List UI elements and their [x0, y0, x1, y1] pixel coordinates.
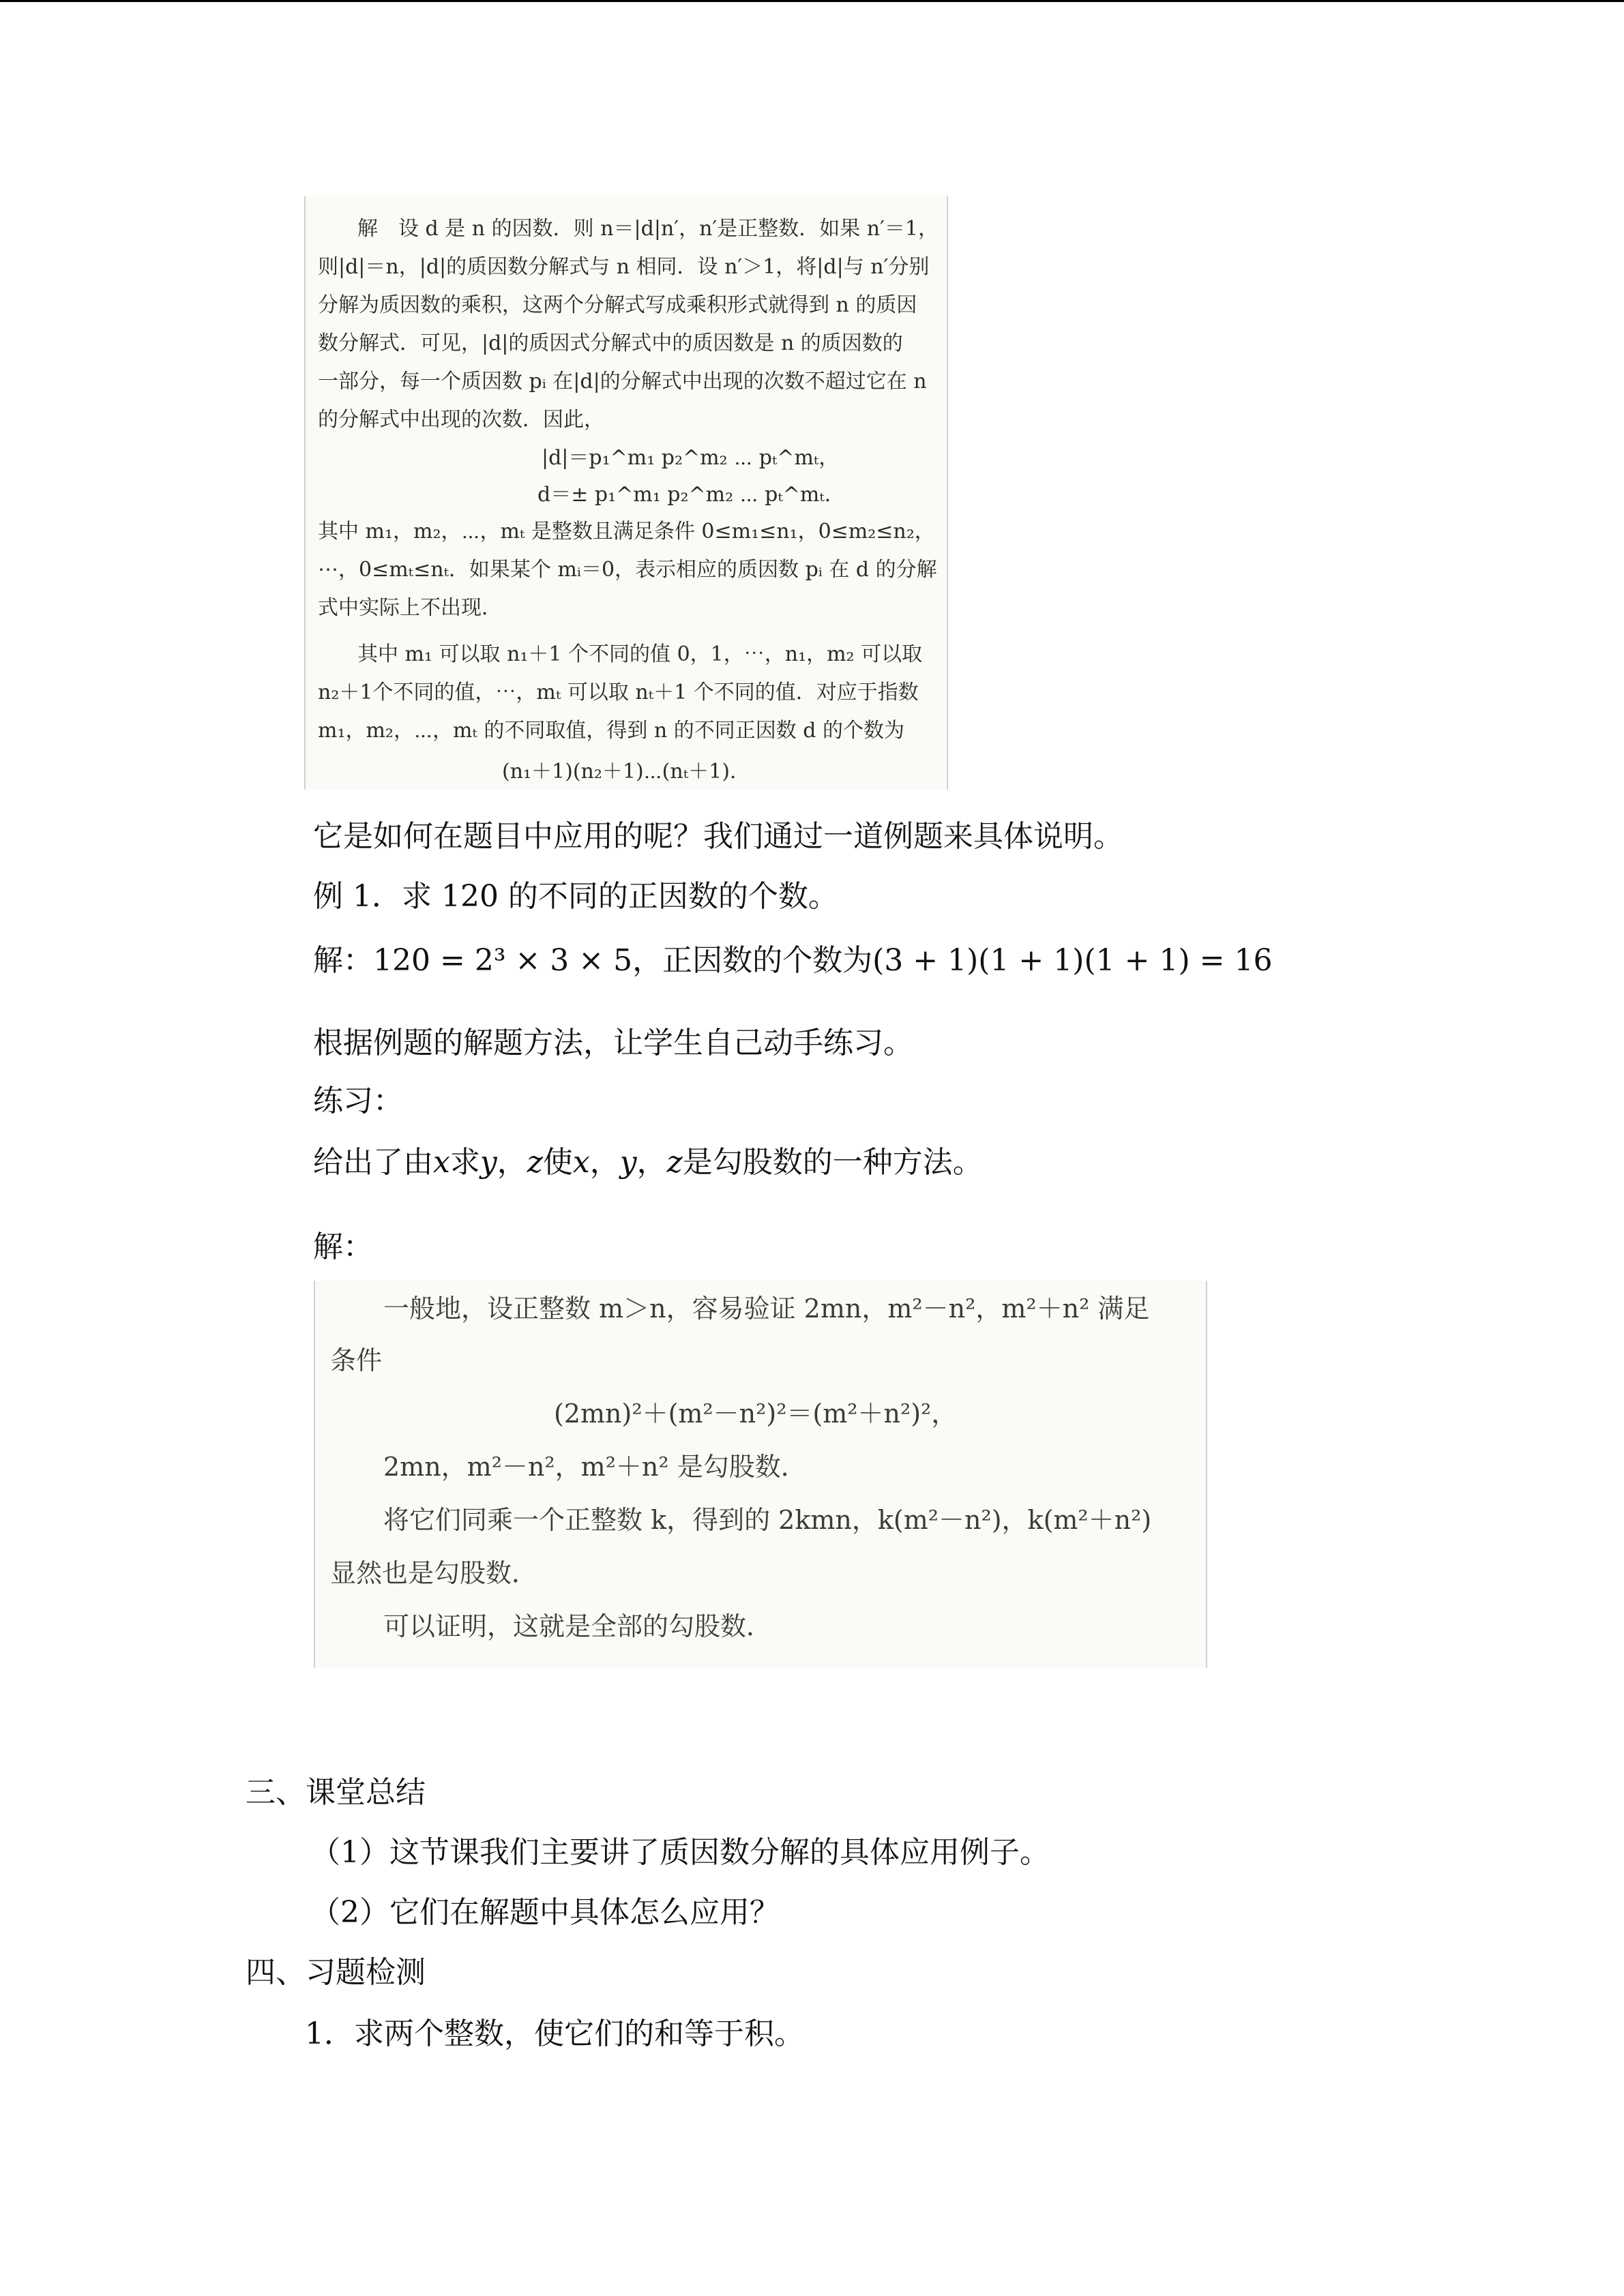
question-text-2: 求	[449, 1145, 480, 1180]
scan1-line-14: m₁，m₂，⋯，mₜ 的不同取值，得到 n 的不同正因数 d 的个数为	[318, 719, 904, 743]
scan1-line-12: 其中 m₁ 可以取 n₁＋1 个不同的值 0，1，⋯，n₁，m₂ 可以取	[357, 642, 923, 666]
scan2-line-6: 显然也是勾股数．	[330, 1558, 538, 1588]
scan1-line-9: 其中 m₁，m₂，⋯，mₜ 是整数且满足条件 0≤m₁≤n₁，0≤m₂≤n₂，	[318, 520, 935, 543]
answer-label: 解：	[313, 1229, 373, 1264]
var-y-2: y	[619, 1145, 637, 1180]
scanned-excerpt-pythagorean	[314, 1281, 1207, 1668]
summary-item-2: （2）它们在解题中具体怎么应用？	[310, 1895, 780, 1930]
scan1-line-2: 则|d|＝n，|d|的质因数分解式与 n 相同．设 n′＞1，将|d|与 n′分别	[318, 255, 930, 279]
scan1-line-13: n₂＋1个不同的值，⋯，mₜ 可以取 nₜ＋1 个不同的值．对应于指数	[318, 681, 919, 704]
practice-label: 练习：	[313, 1084, 403, 1118]
question-text-1: 给出了由	[313, 1145, 433, 1180]
summary-heading: 三、课堂总结	[246, 1775, 426, 1810]
practice-question	[313, 1137, 983, 1181]
var-z: z	[527, 1145, 543, 1180]
scan1-line-11: 式中实际上不出现．	[318, 596, 502, 620]
separator-2: ，	[589, 1145, 620, 1180]
solution-equation: 120 = 2³ × 3 × 5	[373, 943, 633, 978]
scan1-line-6: 的分解式中出现的次数．因此，	[318, 408, 604, 432]
var-y: y	[479, 1145, 497, 1180]
example-1: 例 1．求 120 的不同的正因数的个数。	[313, 879, 838, 914]
var-x: x	[433, 1145, 450, 1180]
scan1-formula-count: (n₁＋1)(n₂＋1)⋯(nₜ＋1).	[502, 760, 737, 784]
practice-intro: 根据例题的解题方法，让学生自己动手练习。	[313, 1026, 913, 1060]
var-x-2: x	[572, 1145, 590, 1180]
scan1-line-10: ⋯，0≤mₜ≤nₜ．如果某个 mᵢ＝0，表示相应的质因数 pᵢ 在 d 的分解	[318, 558, 937, 582]
solution-result: (3 + 1)(1 + 1)(1 + 1) = 16	[872, 943, 1273, 978]
scan1-formula-abs-d: |d|＝p₁^m₁ p₂^m₂ ⋯ pₜ^mₜ，	[542, 446, 840, 470]
scan1-line-5: 一部分，每一个质因数 pᵢ 在|d|的分解式中出现的次数不超过它在 n	[318, 370, 927, 393]
question-text-4: 是勾股数的一种方法。	[682, 1145, 983, 1180]
scan2-line-1: 一般地，设正整数 m＞n，容易验证 2mn，m²－n²，m²＋n² 满足	[383, 1294, 1150, 1324]
solution-label: 解：	[313, 943, 373, 978]
page-top-border	[0, 0, 1624, 2]
separator-3: ，	[636, 1145, 667, 1180]
scan1-line-3: 分解为质因数的乘积，这两个分解式写成乘积形式就得到 n 的质因	[318, 293, 917, 317]
separator: ，	[497, 1145, 527, 1180]
scan1-formula-d: d＝± p₁^m₁ p₂^m₂ ⋯ pₜ^mₜ．	[537, 483, 845, 507]
scan2-line-7: 可以证明，这就是全部的勾股数．	[383, 1611, 773, 1641]
summary-item-1: （1）这节课我们主要讲了质因数分解的具体应用例子。	[310, 1835, 1050, 1870]
scan1-line-4: 数分解式．可见，|d|的质因式分解式中的质因数是 n 的质因数的	[318, 331, 903, 355]
example-1-solution	[313, 936, 1272, 979]
exercise-item-1: 1．求两个整数，使它们的和等于积。	[305, 2016, 804, 2051]
scanned-excerpt-prime-factors	[304, 196, 948, 790]
question-text-3: 使	[542, 1145, 573, 1180]
intro-paragraph: 它是如何在题目中应用的呢？我们通过一道例题来具体说明。	[313, 819, 1123, 854]
var-z-2: z	[666, 1145, 683, 1180]
scan2-formula: (2mn)²＋(m²－n²)²＝(m²＋n²)²，	[554, 1399, 958, 1429]
scan1-line-1: 解 设 d 是 n 的因数．则 n＝|d|n′，n′是正整数．如果 n′＝1，	[357, 217, 939, 241]
scan2-line-5: 将它们同乘一个正整数 k，得到的 2kmn，k(m²－n²)，k(m²＋n²)	[383, 1505, 1152, 1535]
exercise-heading: 四、习题检测	[246, 1955, 426, 1990]
scan2-line-2: 条件	[330, 1345, 383, 1375]
solution-connector: ，正因数的个数为	[632, 943, 873, 978]
scan2-line-4: 2mn，m²－n²，m²＋n² 是勾股数．	[383, 1452, 807, 1482]
